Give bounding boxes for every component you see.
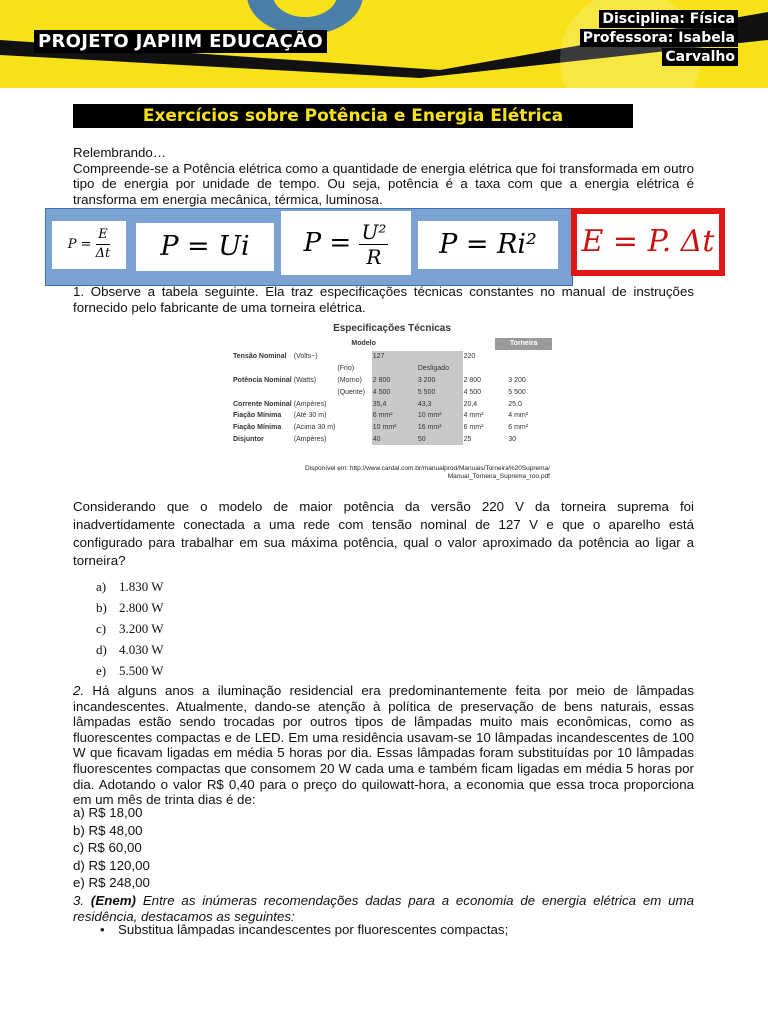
table-cell-value: 43,3 xyxy=(417,398,463,410)
spec-table xyxy=(232,338,552,350)
table-cell-value xyxy=(372,363,417,375)
table-cell-label: Fiação Mínima xyxy=(233,424,282,432)
table-cell-sub: (Watts) xyxy=(293,376,317,384)
table-cell-value: 50 xyxy=(417,434,463,446)
list-item xyxy=(96,639,164,660)
list-item: a) R$ 18,00 xyxy=(73,805,143,820)
table-row xyxy=(232,338,552,350)
table-cell-value: 20,4 xyxy=(463,400,478,408)
table-cell-value: 6 mm² xyxy=(508,424,529,432)
table-cell-label: Potência Nominal xyxy=(233,376,292,384)
option-text: 1.830 W xyxy=(119,579,164,594)
table-cell-label: Fiação Mínima xyxy=(233,412,282,420)
table-cell-value: 4 500 xyxy=(463,388,482,396)
table-cell-value: 40 xyxy=(372,434,417,446)
q1-question: Considerando que o modelo de maior potência da versão 220 V da torneira suprema foi inadvertidamente conectada a uma rede com tensão nominal de 127 V e que o aparelho está configurado para trabalhar em sua máxima potência, qual o valor aproximado da potência ao ligar a torneira? xyxy=(73,499,694,568)
table-cell-value: 35,4 xyxy=(372,398,417,410)
list-item xyxy=(96,576,164,597)
table-cell-label: Disjuntor xyxy=(233,435,264,443)
table-cell-value: 6 mm² xyxy=(463,424,484,432)
table-cell-value: 30 xyxy=(508,435,517,443)
q3-bullet xyxy=(100,922,508,937)
table-cell-value: 5 500 xyxy=(508,388,526,396)
table-cell-mode xyxy=(336,410,371,422)
table-cell-mode xyxy=(336,398,371,410)
table-row xyxy=(232,422,552,434)
table-row xyxy=(232,386,552,398)
table-cell-value: 127 xyxy=(372,351,417,363)
table-cell-value: 2 800 xyxy=(372,375,417,387)
bullet-icon: • xyxy=(100,922,105,937)
header-banner xyxy=(0,0,768,88)
table-row xyxy=(232,363,552,375)
table-cell-value: 10 mm² xyxy=(417,410,463,422)
table-cell-sub xyxy=(293,386,337,398)
table-header-modelo: Modelo xyxy=(351,340,376,348)
table-cell-value: 3 200 xyxy=(417,375,463,387)
q3-section xyxy=(73,893,694,924)
q3-source: (Enem) xyxy=(90,893,136,908)
list-item xyxy=(96,597,164,618)
table-cell-value: 220 xyxy=(463,353,476,361)
table-cell-sub: (Até 30 m) xyxy=(293,412,327,420)
formula-power-ri2: P = Ri² xyxy=(418,221,558,269)
option-text: 3.200 W xyxy=(119,621,164,636)
table-cell-label: Tensão Nominal xyxy=(233,353,287,361)
q3-bullet-text: Substitua lâmpadas incandescentes por fluorescentes compactas; xyxy=(118,922,509,937)
list-item xyxy=(96,660,164,681)
table-cell-mode xyxy=(336,434,371,446)
table-cell-value: Desligado xyxy=(417,363,463,375)
spec-table-figure xyxy=(232,323,552,483)
q2-number: 2. xyxy=(73,683,85,698)
spec-table-body xyxy=(232,351,552,445)
formula-power-energy: P = $\frac{E}{\Delta t}$ xyxy=(52,221,126,269)
teacher-label: Professora: Isabela xyxy=(580,29,738,47)
table-cell-value: 4 500 xyxy=(372,386,417,398)
formula-panel xyxy=(45,208,573,286)
table-cell-label xyxy=(232,363,293,375)
page-title: Exercícios sobre Potência e Energia Elétrica xyxy=(73,104,633,128)
q3-number: 3. xyxy=(73,893,85,908)
table-cell-sub: (Acima 30 m) xyxy=(293,424,336,432)
list-item: b) R$ 48,00 xyxy=(73,822,143,838)
intro-section xyxy=(73,145,694,207)
formula-power-u2r: P = $\frac{\text{U²}}{R}$ xyxy=(281,211,411,275)
table-cell-mode xyxy=(336,351,371,363)
option-text: 4.030 W xyxy=(119,642,164,657)
table-cell-value xyxy=(463,363,508,375)
table-source: Disponível em: http://www.cardal.com.br/manualprod/Manuais/Torneira%20Suprema/ Manual_Torneira_Suprema_roo.pdf xyxy=(305,465,550,480)
table-cell-sub xyxy=(293,363,337,375)
option-letter: c) xyxy=(96,621,107,636)
intro-heading: Relembrando… xyxy=(73,145,167,160)
formula-power-ui: P = Ui xyxy=(136,223,274,271)
table-cell-sub: (Ampères) xyxy=(293,400,327,408)
table-cell-mode: (Morno) xyxy=(337,376,362,384)
table-header-torneira: Torneira xyxy=(495,338,552,350)
option-text: 5.500 W xyxy=(119,663,164,678)
teacher-name: Carvalho xyxy=(662,48,738,66)
option-letter: d) xyxy=(96,642,107,657)
q2-section xyxy=(73,683,694,808)
formula-energy-panel xyxy=(571,208,725,276)
option-letter: b) xyxy=(96,600,107,615)
project-title: PROJETO JAPIIM EDUCAÇÃO xyxy=(34,30,327,53)
formula-energy: E = P. Δt xyxy=(577,214,719,270)
table-cell-mode: (Frio) xyxy=(337,365,355,373)
q2-options xyxy=(73,804,150,892)
table-cell-value xyxy=(417,351,463,363)
table-cell-value: 4 mm² xyxy=(463,412,484,420)
q1-intro: 1. Observe a tabela seguinte. Ela traz especificações técnicas constantes no manual de instruções fornecido pelo fabricante de uma torneira elétrica. xyxy=(73,284,694,315)
table-cell-value: 25 xyxy=(463,435,472,443)
q2-text: Há alguns anos a iluminação residencial era predominantemente feita por meio de lâmpadas incandescentes. Atualmente, dando-se atenção à política de preservação de bens naturais, essas lâmpadas estão sendo trocadas por outros tipos de lâmpadas muito mais econômicas, como as fluorescentes compactas e de LED. Em uma residência usavam-se 10 lâmpadas incandescentes de 100 W que ficavam ligadas em média 5 horas por dia. Essas lâmpadas foram substituídas por 10 lâmpadas fluorescentes compactas que consomem 20 W cada uma e também ficam ligadas em média 5 horas por dia. Adotando o valor R$ 0,40 para o preço do quilowatt-hora, a economia que essa troca proporciona em um mês de trinta dias é de: xyxy=(73,683,694,808)
table-row xyxy=(232,398,552,410)
discipline-label: Disciplina: Física xyxy=(599,10,738,28)
list-item: d) R$ 120,00 xyxy=(73,857,150,873)
table-cell-value: 5 500 xyxy=(417,386,463,398)
table-cell-value: 10 mm² xyxy=(372,422,417,434)
spec-table-title: Especificações Técnicas xyxy=(333,323,451,334)
table-row xyxy=(232,375,552,387)
table-cell-sub: (Ampères) xyxy=(293,435,327,443)
table-cell-value: 2 800 xyxy=(463,376,482,384)
table-cell-mode xyxy=(336,422,371,434)
list-item xyxy=(96,618,164,639)
discipline-block xyxy=(580,10,738,67)
table-row xyxy=(232,351,552,363)
table-cell-label: Corrente Nominal xyxy=(233,400,292,408)
option-letter: a) xyxy=(96,579,107,594)
table-cell-value: 25,0 xyxy=(508,400,522,408)
table-cell-value: 16 mm² xyxy=(417,422,463,434)
table-row xyxy=(232,410,552,422)
intro-text: Compreende-se a Potência elétrica como a quantidade de energia elétrica que foi transformada em outro tipo de energia por unidade de tempo. Ou seja, potência é a taxa com que a energia elétrica é transforma em energia mecânica, térmica, luminosa. xyxy=(73,160,694,207)
list-item: e) R$ 248,00 xyxy=(73,875,150,891)
table-cell-value: 3 200 xyxy=(508,376,526,384)
table-cell-value: 4 mm² xyxy=(508,412,529,420)
q3-text: Entre as inúmeras recomendações dadas para a economia de energia elétrica em uma residência, destacamos as seguintes: xyxy=(73,893,695,924)
table-row xyxy=(232,434,552,446)
q1-options xyxy=(96,576,164,681)
table-cell-sub: (Volts~) xyxy=(293,353,318,361)
table-cell-mode: (Quente) xyxy=(337,388,365,396)
option-text: 2.800 W xyxy=(119,600,164,615)
table-cell-value: 6 mm² xyxy=(372,410,417,422)
list-item: c) R$ 60,00 xyxy=(73,840,142,856)
table-cell-value xyxy=(507,351,552,363)
table-cell-label xyxy=(232,386,293,398)
table-cell-value xyxy=(507,363,552,375)
option-letter: e) xyxy=(96,663,107,678)
